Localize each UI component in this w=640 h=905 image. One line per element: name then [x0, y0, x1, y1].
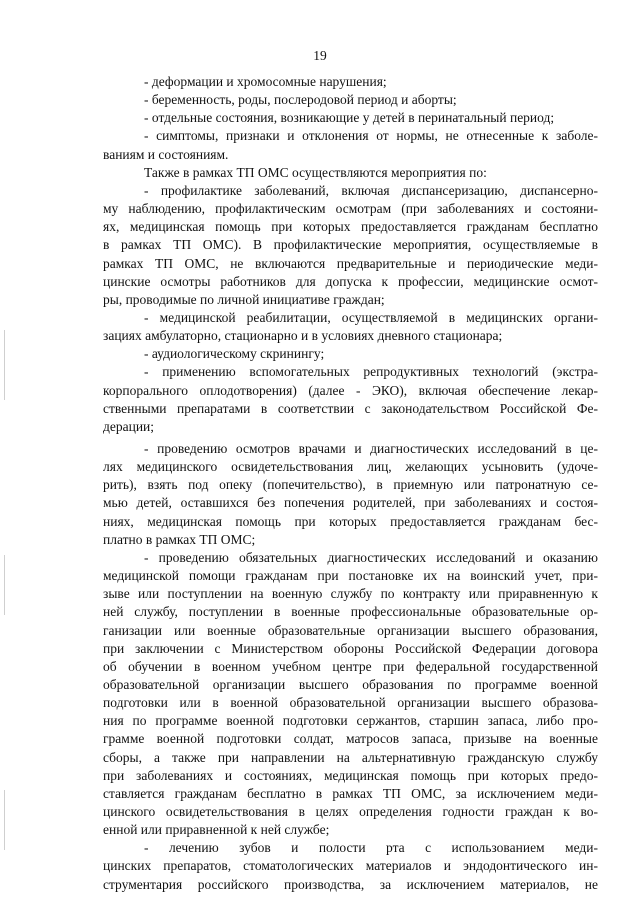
text-line: цинского освидетельствования в целях определения годности граждан к во-: [103, 804, 598, 819]
text-line: грамме военной подготовки солдат, матросов запаса, призыве на военные: [103, 731, 598, 747]
text-line: - деформации и хромосомные нарушения;: [144, 74, 387, 89]
text-line: - медицинской реабилитации, осуществляемой в медицинских органи-: [144, 309, 598, 325]
text-line: цинские осмотры работников для допуска к профессии, медицинские осмот-: [103, 273, 598, 289]
scan-edge-mark: [4, 790, 5, 850]
text-line: Также в рамках ТП ОМС осуществляются мероприятия по:: [144, 164, 487, 180]
text-line: струментария российского производства, за исключением материалов, не: [103, 876, 598, 892]
text-line: при заболеваниях и состояниях, медицинская помощь при которых предо-: [103, 767, 598, 783]
text-line: - проведению обязательных диагностических исследований и оказанию: [144, 549, 598, 565]
text-line: ры, проводимые по личной инициативе граждан;: [103, 291, 385, 307]
text-line: в рамках ТП ОМС). В профилактические мероприятия, осуществляемые в: [103, 237, 598, 253]
text-line: ней службу, поступлении в военные профессиональные образовательные ор-: [103, 604, 598, 620]
text-line: платно в рамках ТП ОМС;: [103, 531, 256, 547]
scan-edge-mark: [4, 555, 5, 615]
text-line: - лечению зубов и полости рта с использованием меди-: [144, 840, 598, 856]
text-line: ваниям и состояниям.: [103, 146, 229, 162]
text-line: зациях амбулаторно, стационарно и в условиях дневного стационара;: [103, 328, 503, 344]
text-line: енной или приравненной к ней службе;: [103, 822, 330, 838]
text-line: зыве или поступлении на военную службу по контракту или приравненную к: [103, 586, 598, 602]
text-line: ния по программе военной подготовки сержантов, старшин запаса, либо про-: [103, 713, 598, 729]
text-line: - проведению осмотров врачами и диагностических исследований в це-: [144, 441, 598, 456]
text-line: при заключении с Министерством обороны Российской Федерации договора: [103, 640, 598, 656]
text-line: - отдельные состояния, возникающие у детей в перинатальный период;: [144, 110, 555, 126]
text-line: лях медицинского освидетельствования лиц, желающих усыновить (удоче-: [103, 459, 598, 475]
text-line: - аудиологическому скринингу;: [144, 346, 325, 362]
text-line: об обучении в военном учебном центре при федеральной государственной: [103, 658, 598, 674]
text-line: образовательной организации высшего образования по программе военной: [103, 676, 598, 692]
text-line: корпорального оплодотворения) (далее - ЭКО), включая обеспечение лекар-: [103, 382, 598, 398]
text-line: медицинской помощи гражданам при постановке их на воинский учет, при-: [103, 568, 598, 584]
text-line: - симптомы, признаки и отклонения от нормы, не отнесенные к заболе-: [144, 128, 598, 144]
scan-edge-mark: [4, 330, 5, 400]
text-line: ганизации или военные образовательные организации высшего образования,: [103, 622, 598, 638]
text-line: - применению вспомогательных репродуктивных технологий (экстра-: [144, 364, 598, 380]
text-line: му наблюдению, профилактическим осмотрам (при заболеваниях и состояни-: [103, 201, 598, 217]
text-line: ственными препаратами в соответствии с законодательством Российской Фе-: [103, 400, 598, 416]
text-line: сборы, а также при направлении на альтернативную гражданскую службу: [103, 749, 598, 765]
text-line: подготовки или в военной образовательной организации высшего образова-: [103, 695, 598, 711]
text-line: дерации;: [103, 418, 155, 434]
text-line: цинских препаратов, стоматологических материалов и эндодонтического ин-: [103, 858, 598, 874]
text-line: - беременность, роды, послеродовой период и аборты;: [144, 92, 457, 108]
text-line: ниях, медицинская помощь при которых предоставляется гражданам бес-: [103, 513, 598, 529]
page-number: 19: [313, 48, 327, 63]
text-line: ставляется гражданам бесплатно в рамках ТП ОМС, за исключением меди-: [103, 785, 598, 801]
text-line: рить), взять под опеку (попечительство), в приемную или патронатную се-: [103, 477, 598, 493]
text-line: - профилактике заболеваний, включая диспансеризацию, диспансерно-: [144, 182, 598, 198]
text-line: ях, медицинская помощь при которых предоставляется гражданам бесплатно: [103, 219, 598, 235]
text-line: рамках ТП ОМС, не включаются предварительные и периодические меди-: [103, 255, 598, 271]
text-line: мью детей, оставшихся без попечения родителей, при заболеваниях и состоя-: [103, 495, 598, 511]
